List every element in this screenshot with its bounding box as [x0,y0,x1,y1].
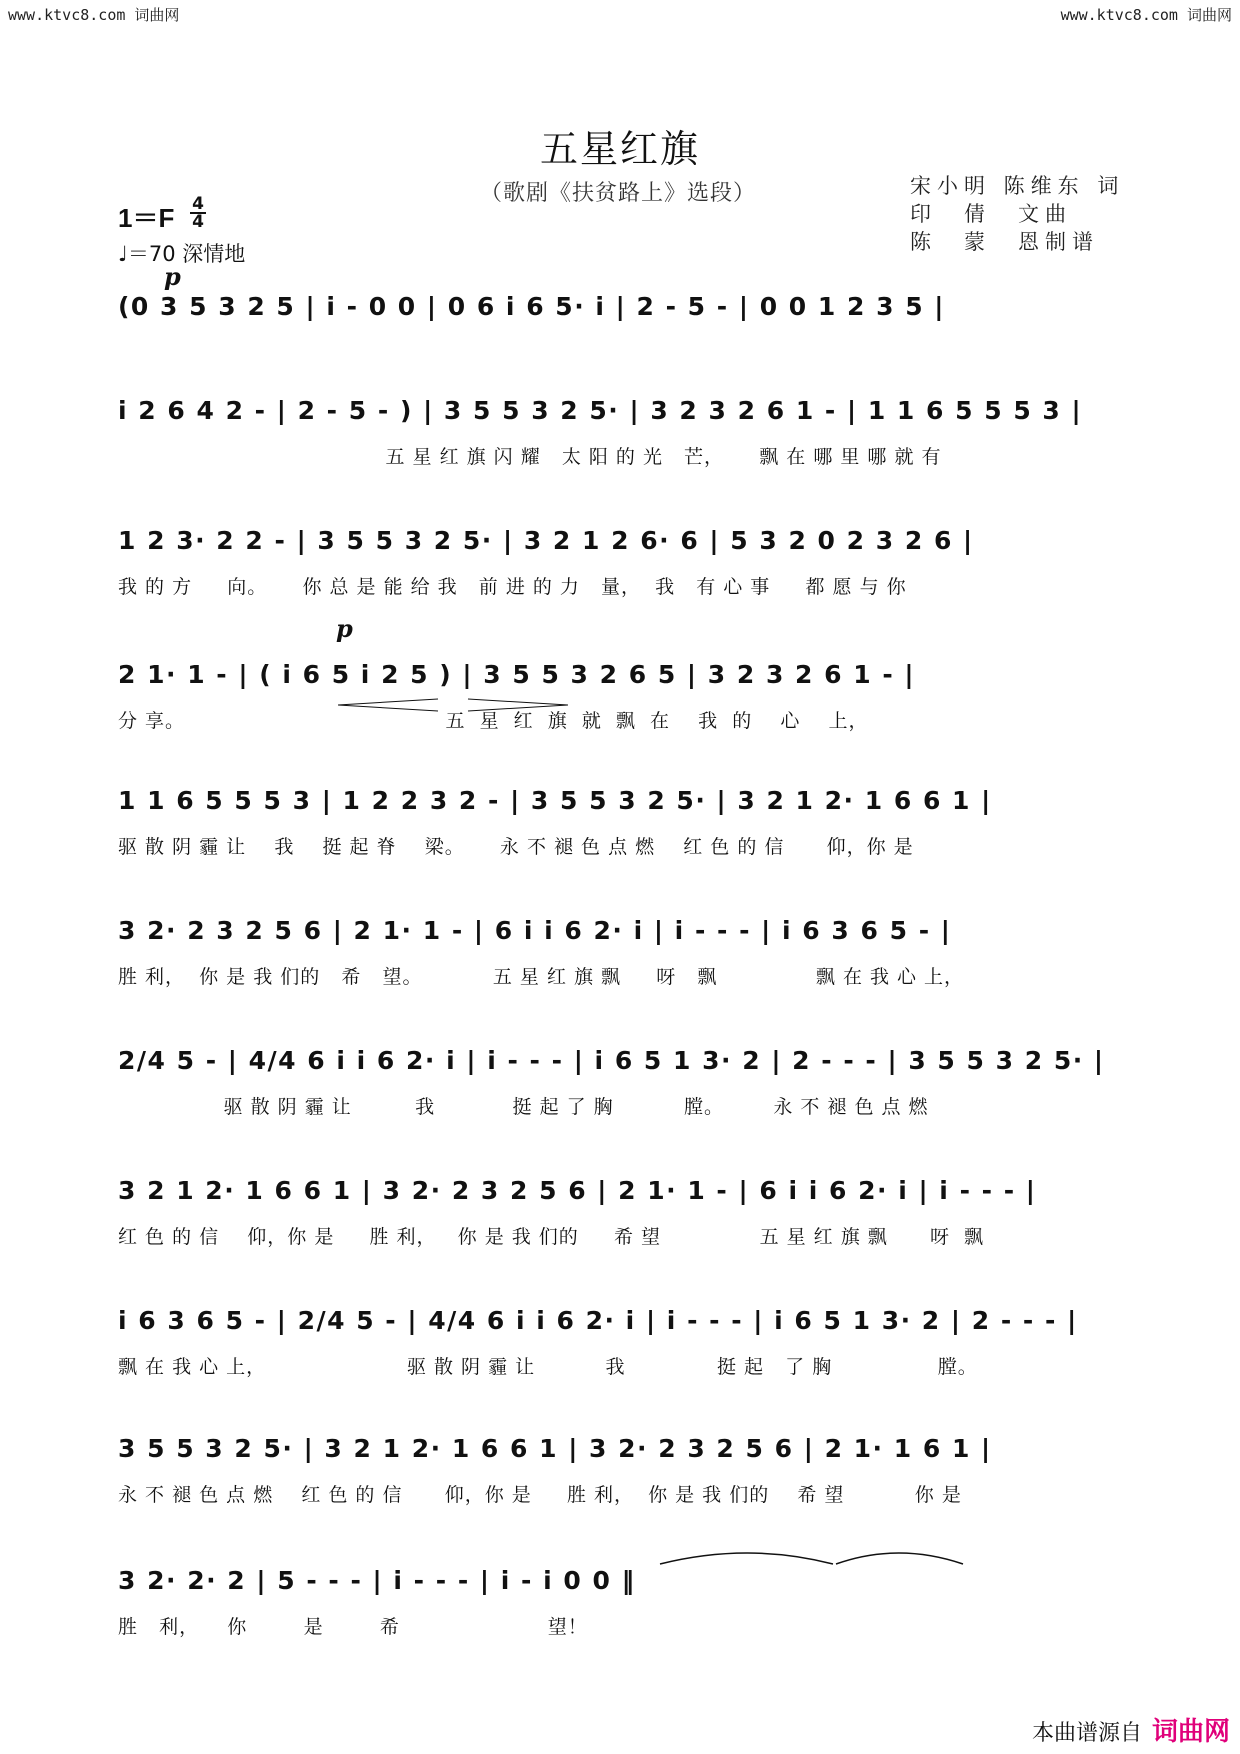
music-system-6 [118,916,1128,1006]
music-system-7 [118,1046,1128,1136]
lyrics-line: 飘 在 我 心 上， 驱 散 阴 霾 让 我 挺 起 了 胸 膛。 [118,1356,978,1378]
watermark-left: www.ktvc8.com 词曲网 [8,6,180,24]
lyrics-line: 五 星 红 旗 闪 耀 太 阳 的 光 芒， 飘 在 哪 里 哪 就 有 [118,446,942,468]
notation-line: 2 1· 1 - | ( i 6 5 i 2 5 ) | 3 5 5 3 2 6 5 | 3 2 3 2 6 1 - | [118,660,916,689]
notation-line: (0 3 5 3 2 5 | i - 0 0 | 0 6 i 6 5· i | 2 - 5 - | 0 0 1 2 3 5 | [118,292,945,321]
time-signature [190,196,206,230]
tie-arcs [658,1542,968,1566]
notation-line: i 2 6 4 2 - | 2 - 5 - ) | 3 5 5 3 2 5· | 3 2 3 2 6 1 - | 1 1 6 5 5 5 3 | [118,396,1083,425]
lyrics-line: 我 的 方 向。 你 总 是 能 给 我 前 进 的 力 量， 我 有 心 事 都 愿 与 你 [118,576,907,598]
key-signature [118,198,174,235]
lyrics-line: 分 享。 五 星 红 旗 就 飘 在 我 的 心 上， [118,710,869,732]
time-top: 4 [192,194,204,214]
notation-line: 1 1 6 5 5 5 3 | 1 2 2 3 2 - | 3 5 5 3 2 5· | 3 2 1 2· 1 6 6 1 | [118,786,992,815]
lyrics-line: 永 不 褪 色 点 燃 红 色 的 信 仰，你 是 胜 利， 你 是 我 们的 希 望 你 是 [118,1484,962,1506]
watermark-right: www.ktvc8.com 词曲网 [1060,6,1232,24]
music-system-9 [118,1306,1128,1396]
lyrics-line: 胜 利， 你 是 希 望！ [118,1616,588,1638]
crescendo-decrescendo-hairpins [338,698,568,712]
music-system-4 [118,660,1128,750]
music-system-8 [118,1176,1128,1266]
time-bottom: 4 [190,212,206,230]
notation-line: 3 2· 2 3 2 5 6 | 2 1· 1 - | 6 i i 6 2· i | i - - - | i 6 3 6 5 - | [118,916,952,945]
quarter-note-icon: ♩ [118,242,128,266]
notation-line: 3 2· 2· 2 | 5 - - - | i - - - | i - i 0 0 ‖ [118,1566,636,1595]
footer-brand[interactable]: 词曲网 [1151,1717,1230,1747]
music-system-1 [118,292,1128,382]
credit-transcriber: 陈 蒙 恩制谱 [910,230,1099,254]
notation-line: 3 2 1 2· 1 6 6 1 | 3 2· 2 3 2 5 6 | 2 1· 1 - | 6 i i 6 2· i | i - - - | [118,1176,1037,1205]
tempo-marking [118,238,245,268]
source-footer [1032,1711,1230,1748]
footer-label: 本曲谱源自 [1031,1721,1142,1746]
lyrics-line: 红 色 的 信 仰，你 是 胜 利， 你 是 我 们的 希 望 五 星 红 旗 飘 呀 飘 [118,1226,985,1248]
song-subtitle: （歌剧《扶贫路上》选段） [480,181,757,206]
lyrics-line: 驱 散 阴 霾 让 我 挺 起 脊 梁。 永 不 褪 色 点 燃 红 色 的 信 仰，你 是 [118,836,914,858]
lyrics-line: 驱 散 阴 霾 让 我 挺 起 了 胸 膛。 永 不 褪 色 点 燃 [118,1096,929,1118]
music-system-11 [118,1566,1128,1656]
music-system-2 [118,396,1128,486]
music-system-3 [118,526,1128,616]
lyrics-line: 胜 利， 你 是 我 们的 希 望。 五 星 红 旗 飘 呀 飘 飘 在 我 心 上， [118,966,965,988]
credit-lyricists: 宋小明 陈维东 词 [910,174,1125,198]
music-system-10 [118,1434,1128,1524]
notation-line: 2/4 5 - | 4/4 6 i i 6 2· i | i - - - | i 6 5 1 3· 2 | 2 - - - | 3 5 5 3 2 5· | [118,1046,1105,1075]
dynamic-piano-2: p [336,614,353,643]
credit-composer: 印 倩 文曲 [910,202,1072,226]
notation-line: i 6 3 6 5 - | 2/4 5 - | 4/4 6 i i 6 2· i | i - - - | i 6 5 1 3· 2 | 2 - - - | [118,1306,1078,1335]
notation-line: 3 5 5 3 2 5· | 3 2 1 2· 1 6 6 1 | 3 2· 2 3 2 5 6 | 2 1· 1 6 1 | [118,1434,992,1463]
dynamic-piano: p [164,262,181,291]
music-system-5 [118,786,1128,876]
song-title: 五星红旗 [539,127,700,171]
key-label: 1＝F [118,203,175,233]
notation-line: 1 2 3· 2 2 - | 3 5 5 3 2 5· | 3 2 1 2 6· 6 | 5 3 2 0 2 3 2 6 | [118,526,974,555]
tempo-text: ＝70 深情地 [127,242,246,266]
